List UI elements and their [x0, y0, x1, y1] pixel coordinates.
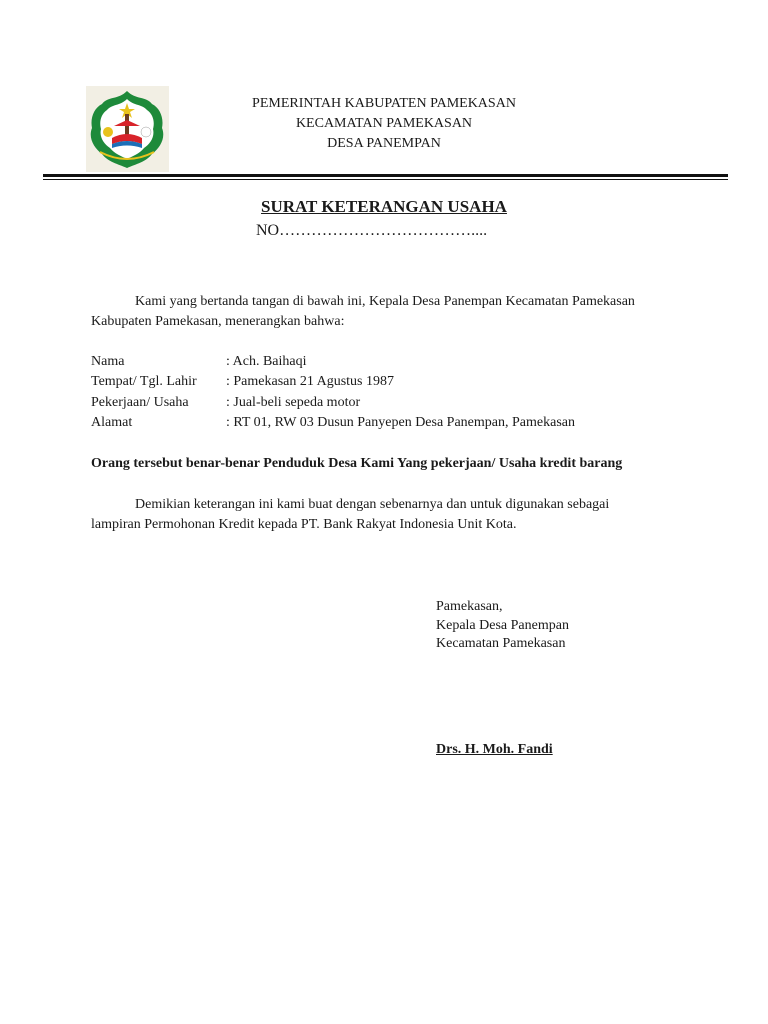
field-value-ttl: : Pamekasan 21 Agustus 1987	[226, 374, 394, 389]
closing-line-1: Demikian keterangan ini kami buat dengan sebenarnya dan untuk digunakan sebagai	[135, 497, 610, 512]
intro-line-2: Kabupaten Pamekasan, menerangkan bahwa:	[91, 314, 345, 329]
field-value-alamat: : RT 01, RW 03 Dusun Panyepen Desa Panempan, Pamekasan	[226, 415, 575, 430]
signer-name: Drs. H. Moh. Fandi	[436, 742, 553, 757]
signature-place: Pamekasan,	[436, 599, 503, 614]
signature-district: Kecamatan Pamekasan	[436, 636, 566, 651]
document-number: NO………………………………....	[256, 222, 488, 239]
field-label-ttl: Tempat/ Tgl. Lahir	[91, 374, 197, 389]
field-label-nama: Nama	[91, 354, 125, 369]
field-value-nama: : Ach. Baihaqi	[226, 354, 307, 369]
field-label-pekerjaan: Pekerjaan/ Usaha	[91, 395, 189, 410]
closing-paragraph	[91, 495, 691, 515]
letterhead-divider-thin	[43, 179, 728, 180]
intro-paragraph	[91, 292, 691, 312]
regency-emblem-icon	[86, 86, 169, 172]
document-title: SURAT KETERANGAN USAHA	[261, 197, 507, 216]
letterhead-divider	[43, 174, 728, 177]
field-label-alamat: Alamat	[91, 415, 133, 430]
intro-line-1: Kami yang bertanda tangan di bawah ini, Kepala Desa Panempan Kecamatan Pamekasan	[135, 294, 635, 309]
field-value-pekerjaan: : Jual-beli sepeda motor	[226, 395, 361, 410]
closing-line-2: lampiran Permohonan Kredit kepada PT. Bank Rakyat Indonesia Unit Kota.	[91, 517, 517, 532]
letterhead-line-1: PEMERINTAH KABUPATEN PAMEKASAN	[252, 96, 516, 111]
resident-statement: Orang tersebut benar-benar Penduduk Desa Kami Yang pekerjaan/ Usaha kredit barang	[91, 456, 623, 471]
regency-logo	[86, 86, 169, 172]
letterhead-line-3: DESA PANEMPAN	[327, 136, 441, 151]
letterhead-line-2: KECAMATAN PAMEKASAN	[295, 116, 473, 131]
signature-position: Kepala Desa Panempan	[436, 618, 569, 633]
